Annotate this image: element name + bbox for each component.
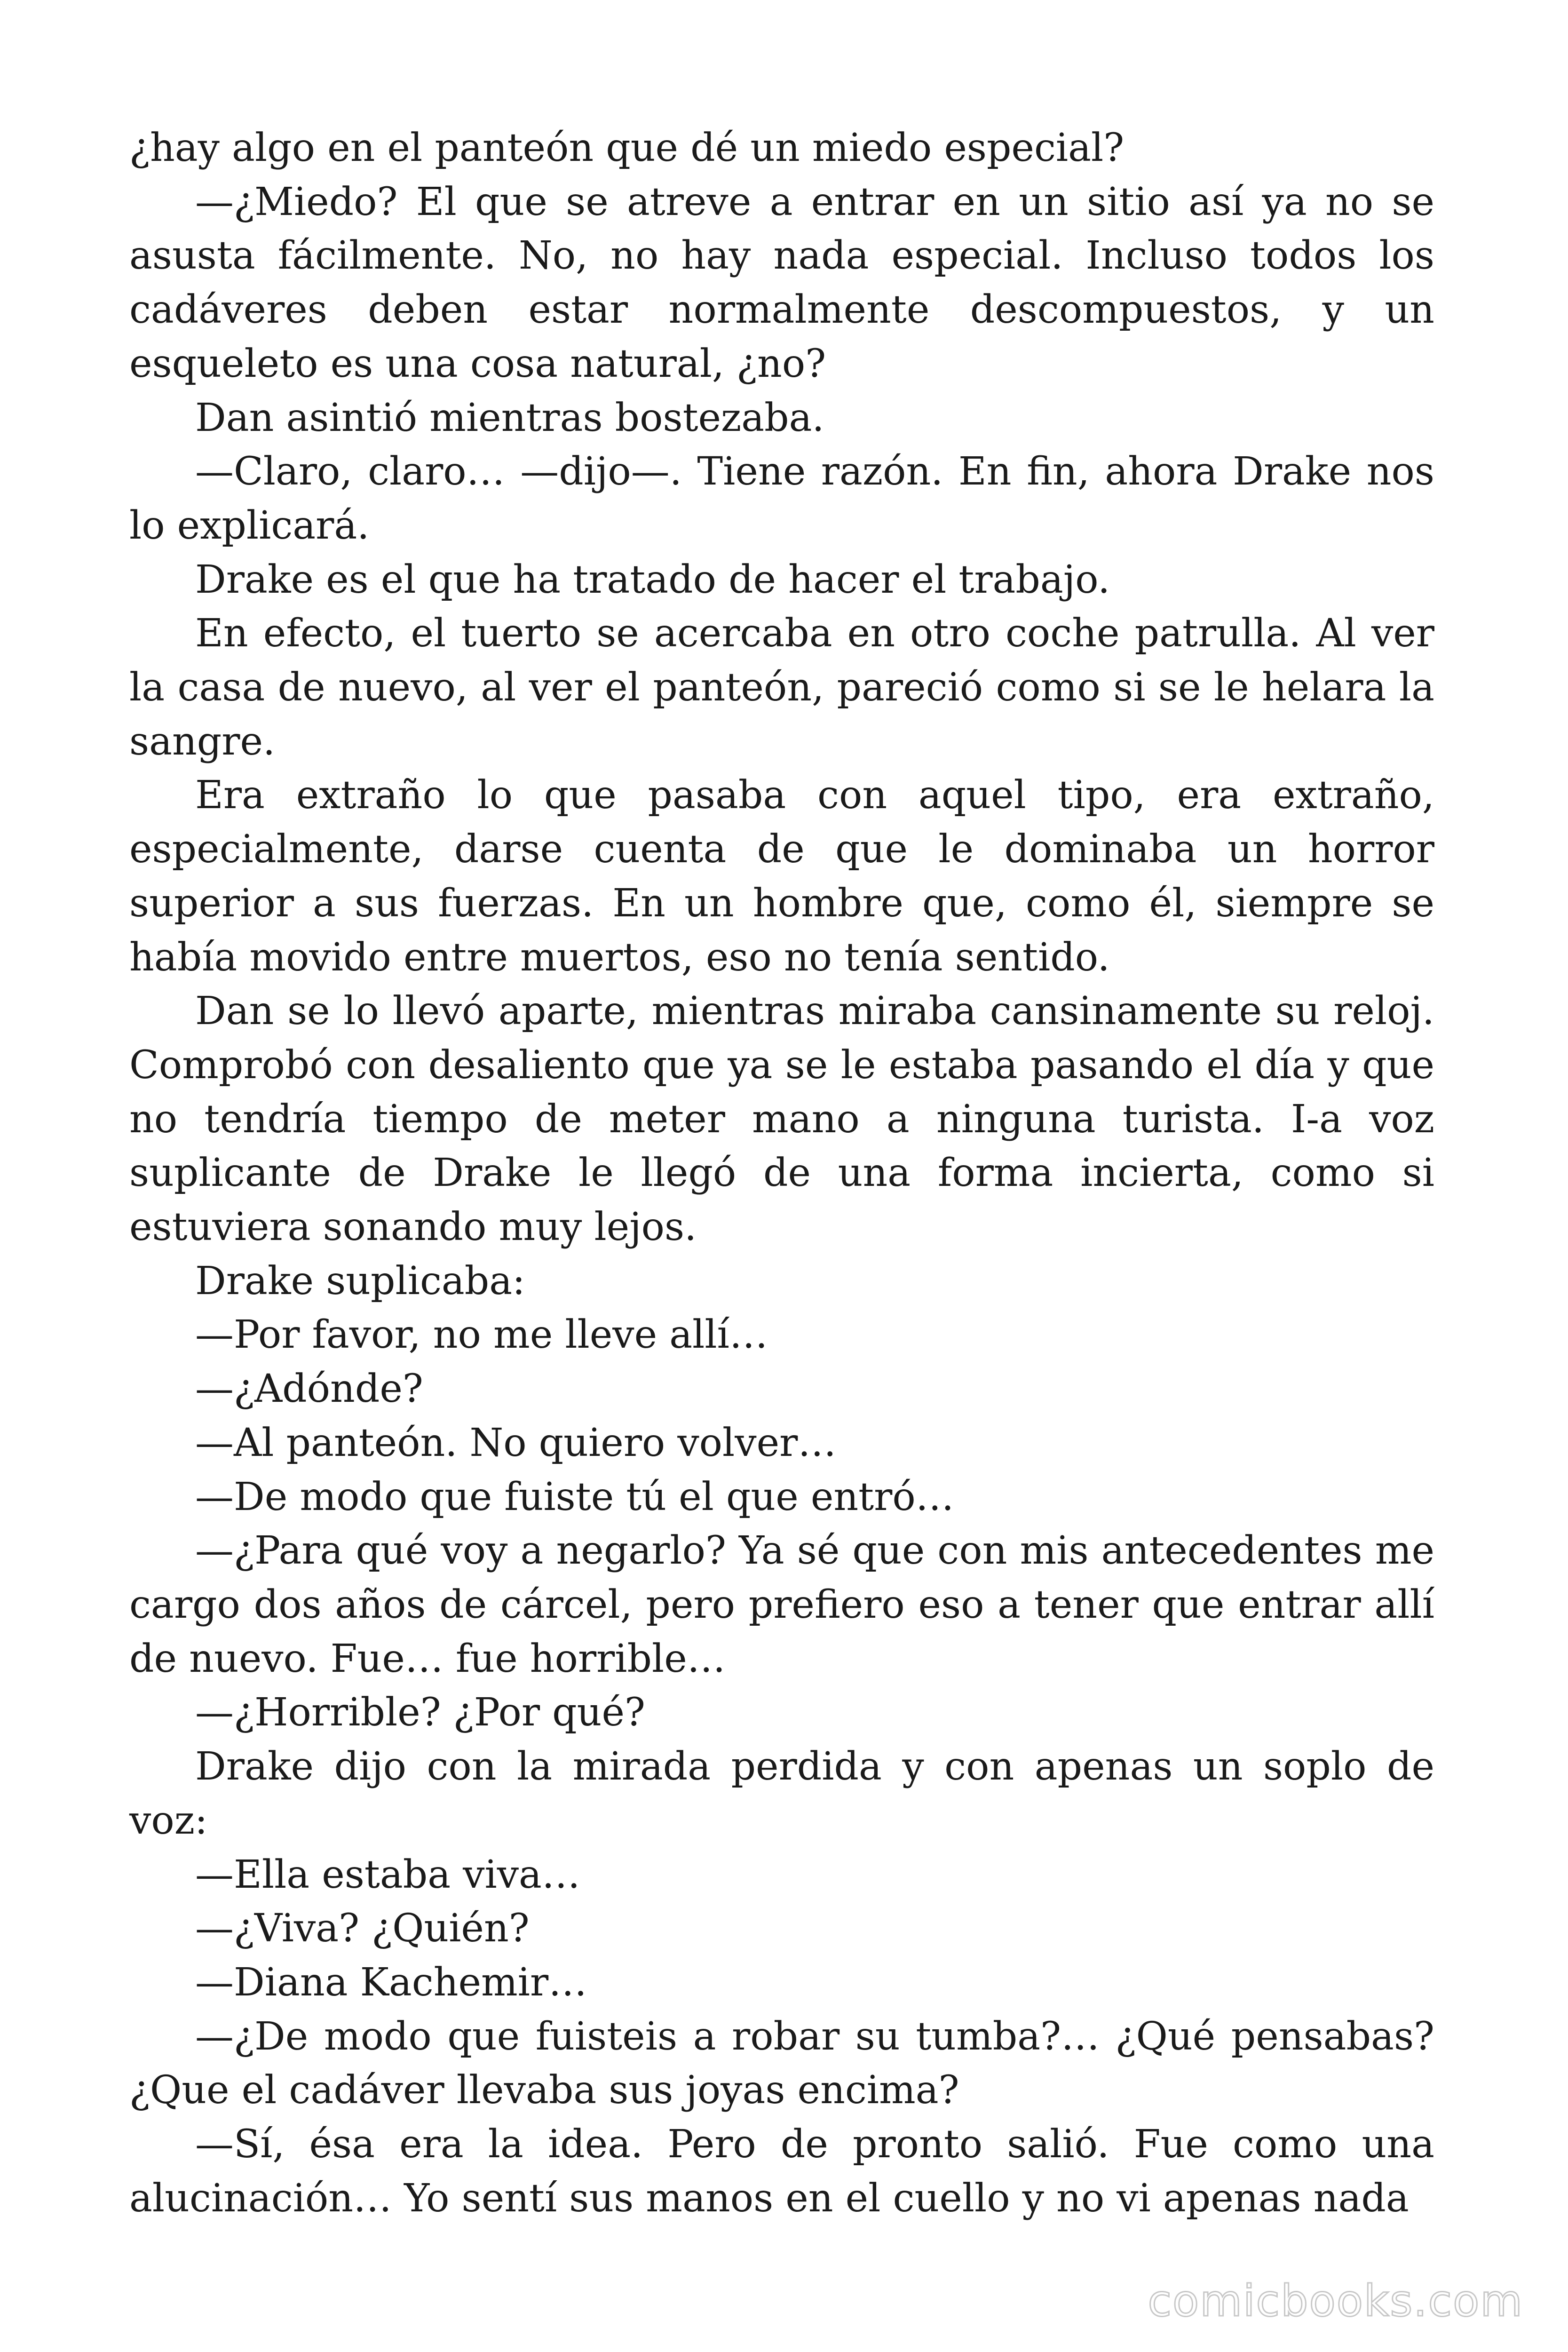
paragraph: Dan se lo llevó aparte, mientras miraba cansinamente su reloj. Comprobó con desaliento que ya se le estaba pasando el día y que no tendría tiempo de meter mano a ninguna turista. I-a voz suplicante de Drake le llegó de una forma incierta, como si estuviera sonando muy lejos. (129, 989, 1434, 1250)
paragraph: Drake es el que ha tratado de hacer el trabajo. (195, 557, 1110, 602)
paragraph: En efecto, el tuerto se acercaba en otro coche patrulla. Al ver la casa de nuevo, al ver el panteón, pareció como si se le helara la sangre. (129, 611, 1434, 764)
paragraph: —Sí, ésa era la idea. Pero de pronto salió. Fue como una alucinación… Yo sentí sus manos en el cuello y no vi apenas nada (129, 2122, 1434, 2221)
paragraph: —Por favor, no me lleve allí… (195, 1312, 768, 1358)
paragraph: ¿hay algo en el panteón que dé un miedo especial? (129, 126, 1125, 170)
watermark: comicbooks.com (1148, 2276, 1523, 2326)
paragraph: Drake dijo con la mirada perdida y con apenas un soplo de voz: (129, 1744, 1434, 1843)
paragraph: —¿Horrible? ¿Por qué? (195, 1690, 645, 1735)
paragraph: —Ella estaba viva… (195, 1852, 580, 1897)
paragraph: —¿Miedo? El que se atreve a entrar en un sitio así ya no se asusta fácilmente. No, no hay nada especial. Incluso todos los cadáveres deben estar normalmente descompuestos, y un esqueleto es una cosa natural, ¿no? (129, 179, 1434, 386)
paragraph: Dan asintió mientras bostezaba. (195, 395, 824, 440)
paragraph: —¿De modo que fuisteis a robar su tumba?… ¿Qué pensabas? ¿Que el cadáver llevaba sus joyas encima? (129, 2014, 1434, 2113)
paragraph: —De modo que fuiste tú el que entró… (195, 1474, 954, 1519)
paragraph: —¿Para qué voy a negarlo? Ya sé que con mis antecedentes me cargo dos años de cárcel, pero prefiero eso a tener que entrar allí de nuevo. Fue… fue horrible… (129, 1528, 1434, 1681)
page-text (129, 121, 1434, 2225)
paragraph: —¿Viva? ¿Quién? (195, 1906, 530, 1951)
paragraph: Era extraño lo que pasaba con aquel tipo, era extraño, especialmente, darse cuenta de que le dominaba un horror superior a sus fuerzas. En un hombre que, como él, siempre se había movido entre muertos, eso no tenía sentido. (129, 773, 1434, 980)
paragraph: —Claro, claro… —dijo—. Tiene razón. En fin, ahora Drake nos lo explicará. (129, 449, 1434, 548)
paragraph: —Diana Kachemir… (195, 1960, 587, 2005)
paragraph: —¿Adónde? (195, 1367, 423, 1412)
paragraph: —Al panteón. No quiero volver… (195, 1420, 837, 1465)
paragraph: Drake suplicaba: (195, 1258, 525, 1303)
